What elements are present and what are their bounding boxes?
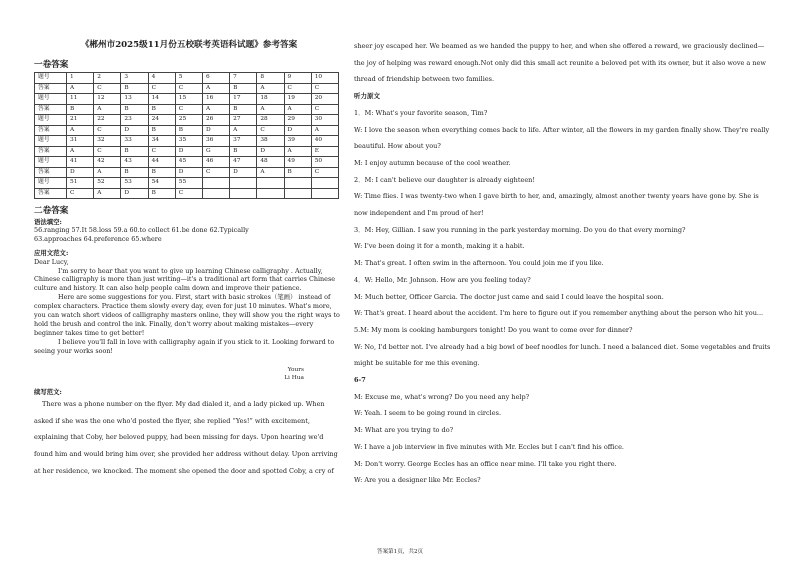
- answer-cell: [311, 188, 338, 199]
- answer-cell: B: [121, 104, 148, 115]
- answer-cell: B: [121, 146, 148, 157]
- answer-cell: B: [230, 83, 257, 94]
- essay-paragraph: I believe you'll fall in love with calligraphy again if you stick to it. Looking forward to seeing your works soon!: [34, 337, 335, 355]
- answer-cell: [202, 178, 229, 189]
- answer-table-row: [35, 178, 339, 189]
- answer-cell: [257, 188, 284, 199]
- answer-row-label: 题号: [35, 157, 67, 168]
- listening-heading: 听力原文: [354, 92, 380, 101]
- essay-name: Li Hua: [284, 374, 304, 381]
- answer-row-label: 答案: [35, 104, 67, 115]
- listening-line: W: No, I'd better not. I've already had a big bowl of beef noodles for lunch. I need a balanced diet. Some vegetables and fruits might be suitable for me this evening.: [354, 342, 771, 368]
- answer-cell: 16: [202, 94, 229, 105]
- answer-cell: D: [175, 146, 202, 157]
- answer-cell: 15: [175, 94, 202, 105]
- answer-table: [34, 72, 339, 199]
- answer-row-label: 答案: [35, 167, 67, 178]
- answer-cell: 9: [284, 73, 311, 84]
- answer-cell: 47: [230, 157, 257, 168]
- answer-cell: 19: [284, 94, 311, 105]
- answer-cell: C: [257, 125, 284, 136]
- listening-line: W: That's great. I heard about the accident. I'm here to figure out if you remember anything about the person who hit you...: [354, 309, 764, 318]
- answer-cell: 12: [94, 94, 121, 105]
- answer-cell: 50: [311, 157, 338, 168]
- listening-line: 1．M: What's your favorite season, Tim?: [354, 108, 488, 117]
- answer-cell: 11: [67, 94, 94, 105]
- answer-cell: C: [94, 146, 121, 157]
- answer-table-row: [35, 146, 339, 157]
- answer-cell: A: [284, 104, 311, 115]
- answer-cell: 48: [257, 157, 284, 168]
- answer-cell: 25: [175, 115, 202, 126]
- answer-cell: B: [148, 188, 175, 199]
- answer-cell: B: [148, 167, 175, 178]
- answer-cell: 1: [67, 73, 94, 84]
- answer-cell: 26: [202, 115, 229, 126]
- essay-label: 应用文范文:: [34, 249, 69, 258]
- answer-cell: 35: [175, 136, 202, 147]
- answer-row-label: 答案: [35, 83, 67, 94]
- answer-cell: D: [121, 188, 148, 199]
- section2-heading: 二卷答案: [34, 206, 69, 216]
- essay-paragraph: I'm sorry to hear that you want to give up learning Chinese calligraphy . Actually, Chinese calligraphy is more than just writing—it's a traditional art form that carries Chinese culture and history. It can also help people calm down and improve their patience.: [34, 266, 336, 293]
- answer-cell: [230, 178, 257, 189]
- answer-cell: 30: [311, 115, 338, 126]
- listening-line: 4．W: Hello, Mr. Johnson. How are you feeling today?: [354, 275, 531, 284]
- answer-cell: C: [67, 188, 94, 199]
- answer-table-row: [35, 125, 339, 136]
- answer-cell: 44: [148, 157, 175, 168]
- section1-heading: 一卷答案: [34, 60, 69, 70]
- answer-cell: D: [230, 167, 257, 178]
- grammar-answers-line1: 56.ranging 57.It 58.loss 59.a 60.to collect 61.be done 62.Typically: [34, 226, 249, 235]
- answer-cell: 10: [311, 73, 338, 84]
- listening-line: W: Time flies. I was twenty-two when I gave birth to her, and, amazingly, almost another twenty years have gone by. She is now independent and I'm proud of her!: [354, 192, 759, 218]
- listening-line: 2．M: I can't believe our daughter is already eighteen!: [354, 175, 535, 184]
- story-paragraph: There was a phone number on the flyer. My dad dialed it, and a lady picked up. When asked if she was the one who'd posted the flyer, she replied “Yes!” with excitement, explaining that Coby, her beloved puppy, had been missing for days. Upon hearing we'd found him and would bring him over, she provided her address without delay. Upon arriving at her residence, we knocked. The moment she opened the door and spotted Coby, a cry of: [34, 400, 338, 475]
- listening-line: M: Don't worry. George Eccles has an office near mine. I'll take you right there.: [354, 459, 617, 468]
- answer-cell: C: [284, 83, 311, 94]
- story-label: 续写范文:: [34, 387, 62, 396]
- answer-cell: 22: [94, 115, 121, 126]
- answer-cell: 41: [67, 157, 94, 168]
- listening-line: W: Are you a designer like Mr. Eccles?: [354, 476, 481, 485]
- listening-line: M: Much better, Officer Garcia. The doctor just came and said I could leave the hospital soon.: [354, 292, 664, 301]
- answer-cell: A: [257, 104, 284, 115]
- answer-cell: 33: [121, 136, 148, 147]
- answer-table-row: [35, 83, 339, 94]
- answer-cell: [284, 188, 311, 199]
- answer-cell: 43: [121, 157, 148, 168]
- answer-table-row: [35, 115, 339, 126]
- answer-cell: C: [175, 83, 202, 94]
- answer-cell: B: [230, 104, 257, 115]
- answer-cell: 46: [202, 157, 229, 168]
- essay: [34, 258, 344, 356]
- listening-line: 6-7: [354, 376, 366, 385]
- answer-cell: B: [67, 104, 94, 115]
- answer-cell: A: [67, 125, 94, 136]
- answer-row-label: 答案: [35, 146, 67, 157]
- answer-table-row: [35, 73, 339, 84]
- answer-cell: 5: [175, 73, 202, 84]
- answer-row-label: 题号: [35, 115, 67, 126]
- answer-cell: D: [257, 146, 284, 157]
- answer-table-row: [35, 94, 339, 105]
- grammar-answers-line2: 63.approaches 64.preference 65.where: [34, 234, 162, 243]
- essay-greeting: Dear Lucy,: [34, 257, 69, 266]
- answer-cell: D: [67, 167, 94, 178]
- answer-cell: C: [175, 104, 202, 115]
- answer-cell: B: [121, 83, 148, 94]
- answer-cell: 17: [230, 94, 257, 105]
- answer-cell: 54: [148, 178, 175, 189]
- listening-line: W: I have a job interview in five minutes with Mr. Eccles but I can't find his office.: [354, 442, 624, 451]
- answer-cell: A: [94, 167, 121, 178]
- answer-cell: 36: [202, 136, 229, 147]
- answer-cell: 3: [121, 73, 148, 84]
- answer-cell: E: [311, 146, 338, 157]
- answer-table-row: [35, 188, 339, 199]
- answer-cell: C: [175, 188, 202, 199]
- answer-cell: 40: [311, 136, 338, 147]
- answer-cell: D: [202, 125, 229, 136]
- story-paragraph-continued: sheer joy escaped her. We beamed as we handed the puppy to her, and when she offered a reward, we graciously declined— the joy of helping was reward enough.Not only did this small act reunite a beloved pet with its owner, but it also wove a new thread of friendship between two families.: [354, 42, 766, 84]
- answer-cell: C: [94, 83, 121, 94]
- answer-table-row: [35, 167, 339, 178]
- answer-cell: 29: [284, 115, 311, 126]
- answer-cell: A: [311, 125, 338, 136]
- essay-closing: Yours: [287, 366, 304, 373]
- answer-cell: 14: [148, 94, 175, 105]
- answer-cell: [202, 188, 229, 199]
- answer-table-row: [35, 157, 339, 168]
- answer-table-row: [35, 104, 339, 115]
- answer-cell: A: [67, 146, 94, 157]
- answer-cell: 13: [121, 94, 148, 105]
- answer-cell: A: [94, 188, 121, 199]
- listening-line: W: I love the season when everything comes back to life. After winter, all the flowers in my garden finally show. They're really beautiful. How about you?: [354, 125, 770, 151]
- answer-cell: A: [202, 104, 229, 115]
- answer-cell: B: [230, 146, 257, 157]
- right-column: [354, 38, 774, 489]
- answer-cell: A: [230, 125, 257, 136]
- listening-line: M: Excuse me, what's wrong? Do you need any help?: [354, 392, 530, 401]
- page-title: 《郴州市2025级11月份五校联考英语科试题》参考答案: [80, 40, 298, 50]
- answer-cell: B: [175, 125, 202, 136]
- answer-cell: 20: [311, 94, 338, 105]
- answer-cell: 38: [257, 136, 284, 147]
- answer-cell: C: [148, 83, 175, 94]
- answer-cell: 7: [230, 73, 257, 84]
- answer-row-label: 题号: [35, 94, 67, 105]
- answer-cell: 4: [148, 73, 175, 84]
- essay-paragraph: Here are some suggestions for you. First, start with basic strokes（笔画） instead of complex characters. Practice them slowly every day, even for just 10 minutes. What's more, you can watch short videos of calligraphy masters online, they will show you the right ways to hold the brush and control the ink. Finally, don't worry about making mistakes—every beginner takes time to get better!: [34, 293, 340, 337]
- answer-row-label: 题号: [35, 178, 67, 189]
- answer-cell: D: [121, 125, 148, 136]
- answer-cell: A: [257, 167, 284, 178]
- answer-cell: D: [175, 167, 202, 178]
- answer-cell: B: [121, 167, 148, 178]
- listening-line: 5.M: My mom is cooking hamburgers tonight! Do you want to come over for dinner?: [354, 325, 633, 334]
- answer-cell: 51: [67, 178, 94, 189]
- answer-cell: A: [284, 146, 311, 157]
- answer-cell: 55: [175, 178, 202, 189]
- answer-cell: [284, 178, 311, 189]
- answer-cell: A: [67, 83, 94, 94]
- answer-cell: B: [284, 167, 311, 178]
- listening-line: M: What are you trying to do?: [354, 426, 454, 435]
- answer-cell: 45: [175, 157, 202, 168]
- answer-cell: C: [311, 104, 338, 115]
- answer-cell: 2: [94, 73, 121, 84]
- answer-table-row: [35, 136, 339, 147]
- answer-cell: [257, 178, 284, 189]
- listening-line: M: That's great. I often swim in the afternoon. You could join me if you like.: [354, 259, 604, 268]
- answer-cell: [230, 188, 257, 199]
- answer-cell: A: [257, 83, 284, 94]
- listening-line: W: I've been doing it for a month, making it a habit.: [354, 242, 525, 251]
- answer-row-label: 答案: [35, 125, 67, 136]
- answer-cell: 42: [94, 157, 121, 168]
- answer-cell: G: [202, 146, 229, 157]
- answer-row-label: 答案: [35, 188, 67, 199]
- answer-cell: 24: [148, 115, 175, 126]
- answer-cell: D: [284, 125, 311, 136]
- answer-cell: B: [148, 104, 175, 115]
- answer-cell: [311, 178, 338, 189]
- listening-line: M: I enjoy autumn because of the cool weather.: [354, 158, 511, 167]
- answer-cell: 39: [284, 136, 311, 147]
- left-column: [34, 38, 344, 480]
- story-continuation: [34, 396, 344, 480]
- listening-line: 3．M: Hey, Gillian. I saw you running in the park yesterday morning. Do you do that every morning?: [354, 225, 686, 234]
- answer-cell: 23: [121, 115, 148, 126]
- answer-cell: 32: [94, 136, 121, 147]
- answer-cell: C: [202, 167, 229, 178]
- answer-cell: 8: [257, 73, 284, 84]
- essay-signature: [34, 366, 344, 382]
- answer-row-label: 题号: [35, 73, 67, 84]
- answer-cell: C: [148, 146, 175, 157]
- answer-cell: 52: [94, 178, 121, 189]
- answer-cell: 53: [121, 178, 148, 189]
- answer-cell: A: [202, 83, 229, 94]
- answer-cell: 18: [257, 94, 284, 105]
- answer-cell: C: [94, 125, 121, 136]
- answer-cell: C: [311, 167, 338, 178]
- answer-cell: 49: [284, 157, 311, 168]
- answer-cell: 21: [67, 115, 94, 126]
- answer-cell: C: [311, 83, 338, 94]
- grammar-label: 语法填空:: [34, 218, 62, 226]
- page-footer: 答案第1页，共2页: [376, 549, 424, 555]
- answer-cell: B: [148, 125, 175, 136]
- listening-line: W: Yeah. I seem to be going round in circles.: [354, 409, 502, 418]
- answer-cell: 27: [230, 115, 257, 126]
- listening-transcript: [354, 105, 774, 489]
- answer-cell: A: [94, 104, 121, 115]
- answer-cell: 6: [202, 73, 229, 84]
- answer-cell: 31: [67, 136, 94, 147]
- answer-cell: 37: [230, 136, 257, 147]
- answer-cell: 28: [257, 115, 284, 126]
- answer-cell: 34: [148, 136, 175, 147]
- answer-row-label: 题号: [35, 136, 67, 147]
